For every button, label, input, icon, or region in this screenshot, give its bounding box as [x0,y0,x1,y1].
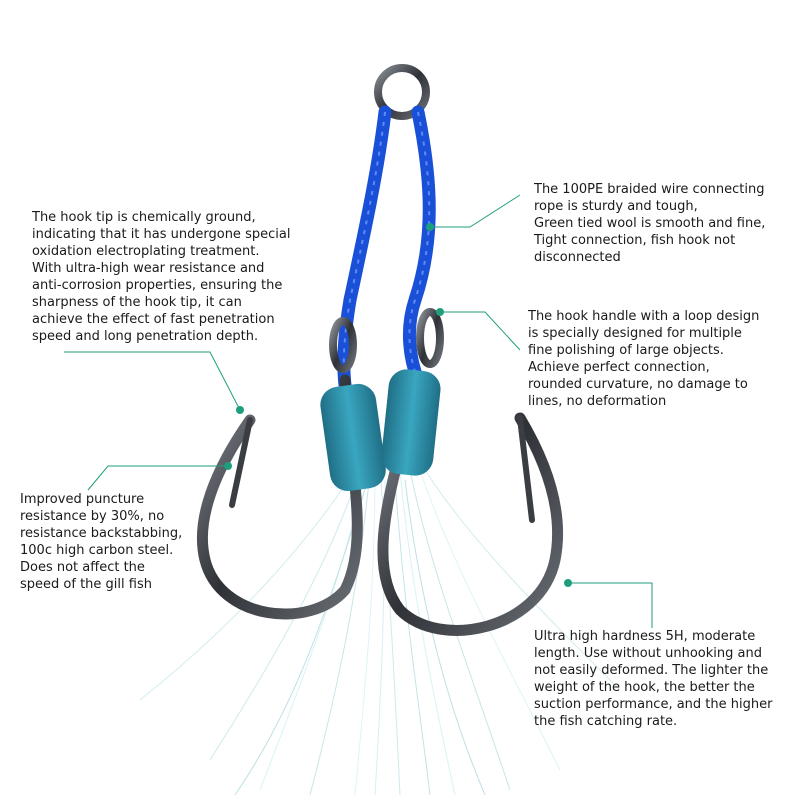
hook-tip-callout: The hook tip is chemically ground, indicating that it has undergone special oxidation electroplating treatment. With ultra-high wear resistance and anti-corrosion properties, ensuring the sharpness of the hook tip, it can achieve the effect of fast penetration speed and long penetration depth. [32,210,291,344]
barb-marker [224,462,232,470]
rope-callout: The 100PE braided wire connecting rope is sturdy and tough, Green tied wool is smooth and fine, Tight connection, fish hook not disconnected [534,182,766,265]
bend-marker [564,579,572,587]
right-thread-wrap [380,368,443,478]
right-hook-eye [420,312,440,364]
hardness-callout: Ultra high hardness 5H, moderate length. Use without unhooking and not easily deformed. The lighter the weight of the hook, the better the suction performance, and the higher the fish catching rate. [534,629,773,729]
hook-tip-marker [236,406,244,414]
puncture-callout: Improved puncture resistance by 30%, no resistance backstabbing, 100c high carbon steel. Does not affect the speed of the gill fish [20,492,183,592]
left-thread-wrap [318,382,388,494]
handle-callout: The hook handle with a loop design is specially designed for multiple fine polishing of large objects. Achieve perfect connection, rounded curvature, no damage to lines, no deformation [528,309,760,409]
handle-marker [436,308,444,316]
rope-marker [426,223,434,231]
